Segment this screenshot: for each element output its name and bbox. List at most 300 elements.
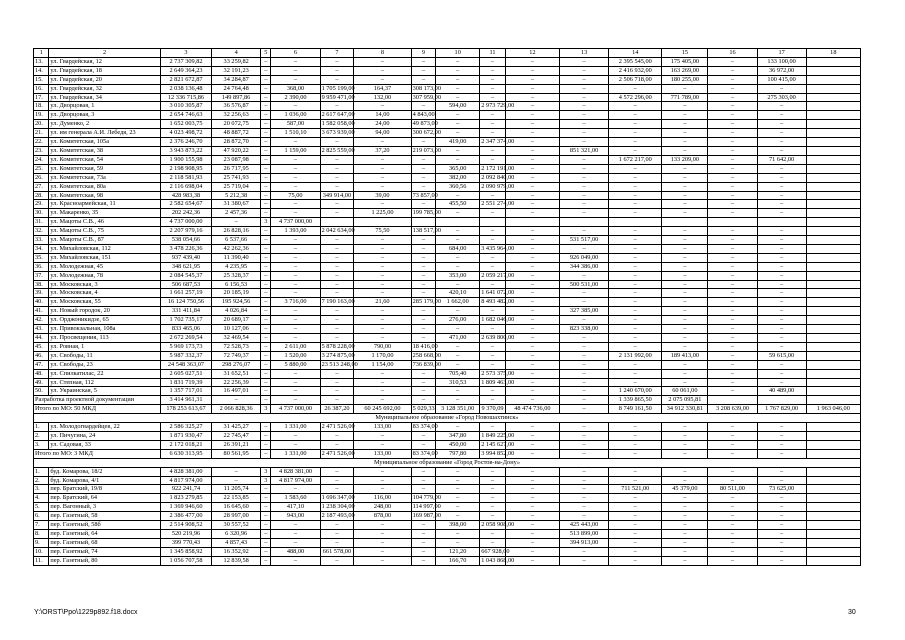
total-row <box>34 405 861 414</box>
table-cell: 16 <box>708 49 757 58</box>
table-cell: Разработка проектной документации <box>34 396 161 405</box>
table-cell: 1 510,10 <box>271 129 320 138</box>
table-cell: 2 617 647,00 <box>321 111 355 119</box>
table-cell: 684,00 <box>436 244 480 253</box>
table-cell: – <box>560 164 609 173</box>
table-cell: – <box>609 467 662 476</box>
table-cell: – <box>411 307 436 316</box>
table-cell: 11 <box>480 49 506 58</box>
table-cell: – <box>411 369 436 378</box>
table-cell: – <box>757 209 806 218</box>
table-cell: 513 899,00 <box>560 529 609 538</box>
table-cell: – <box>505 191 559 200</box>
table-cell: 26 387,20 <box>320 405 354 414</box>
table-row <box>34 529 861 538</box>
table-cell: – <box>560 289 609 298</box>
table-cell: 922 241,74 <box>160 485 211 494</box>
table-cell <box>708 218 757 227</box>
table-cell: – <box>354 236 411 245</box>
table-cell: 133 209,00 <box>662 155 708 164</box>
table-cell: 3 208 639,00 <box>708 405 757 414</box>
table-cell: – <box>436 512 480 521</box>
table-row <box>34 262 861 271</box>
table-cell: – <box>662 360 708 369</box>
table-cell: – <box>320 369 354 378</box>
table-cell: – <box>271 369 320 378</box>
table-cell: – <box>505 271 559 280</box>
table-cell: – <box>708 227 757 236</box>
table-cell: – <box>757 262 806 271</box>
table-cell: – <box>271 521 320 530</box>
table-cell: 1 661 257,19 <box>160 289 211 298</box>
table-cell: – <box>505 75 559 84</box>
table-cell <box>806 369 860 378</box>
table-cell: – <box>662 138 708 147</box>
table-cell: 8 749 161,50 <box>609 405 662 414</box>
table-cell: – <box>662 378 708 387</box>
table-cell: – <box>505 476 559 485</box>
table-cell: ул. Комитетская, 73а <box>49 173 161 182</box>
table-cell: – <box>757 494 806 503</box>
table-cell <box>806 209 860 218</box>
table-cell: – <box>505 173 559 182</box>
table-cell: ул. Московская, 55 <box>49 298 161 307</box>
table-cell: – <box>757 244 806 253</box>
table-cell: – <box>354 334 411 343</box>
table-row <box>34 66 861 75</box>
table-row <box>34 102 861 111</box>
table-cell: 178 253 613,67 <box>160 405 211 414</box>
table-cell: – <box>411 538 436 547</box>
table-cell: – <box>436 93 480 102</box>
table-cell: 32. <box>34 227 49 236</box>
table-cell: – <box>261 556 271 565</box>
table-row <box>34 57 861 66</box>
table-cell: ул. Комитетская, 54 <box>49 155 161 164</box>
table-row <box>34 236 861 245</box>
table-cell: – <box>320 387 354 396</box>
table-row <box>34 369 861 378</box>
table-cell: 12 <box>505 49 559 58</box>
table-cell: 5 029,33 <box>412 405 435 413</box>
table-cell: – <box>261 93 271 102</box>
table-cell: – <box>505 262 559 271</box>
table-cell: 34. <box>34 244 49 253</box>
table-cell: 13. <box>34 57 49 66</box>
table-cell: 45 379,00 <box>662 485 708 494</box>
table-cell: – <box>320 253 354 262</box>
table-cell: ул. Привокзальная, 108а <box>49 325 161 334</box>
table-cell: – <box>708 75 757 84</box>
table-cell: 2 386 477,00 <box>160 512 211 521</box>
table-cell: пер. Газетный, 68 <box>49 538 161 547</box>
table-cell: – <box>505 503 559 512</box>
table-cell: 44. <box>34 334 49 343</box>
table-cell: – <box>708 378 757 387</box>
table-cell: – <box>212 218 261 227</box>
table-cell: 2 198 908,95 <box>160 164 211 173</box>
table-cell: 2 586 325,27 <box>160 423 211 432</box>
table-cell: – <box>480 485 506 494</box>
table-cell: 1. <box>34 467 49 476</box>
table-cell: 2 075 095,81 <box>662 396 708 405</box>
table-cell: – <box>354 75 411 84</box>
total-row <box>34 449 861 458</box>
table-cell: – <box>411 334 436 343</box>
table-cell: 7 <box>320 49 354 58</box>
table-cell <box>806 66 860 75</box>
table-cell: пер. Братский, 19/8 <box>49 485 161 494</box>
table-cell: – <box>662 209 708 218</box>
table-cell: – <box>609 334 662 343</box>
table-cell: 399 770,43 <box>160 538 211 547</box>
table-cell: – <box>271 57 320 66</box>
table-cell: – <box>354 316 411 325</box>
table-cell: 1 682 046,00 <box>481 316 515 324</box>
table-cell: – <box>411 280 436 289</box>
table-cell: – <box>609 547 662 556</box>
table-cell: – <box>261 155 271 164</box>
table-cell: ул. Гвардейская, 32 <box>49 84 161 93</box>
table-cell: 1 831 719,39 <box>160 378 211 387</box>
table-cell: 16 124 750,56 <box>160 298 211 307</box>
table-cell: 166,70 <box>436 556 480 565</box>
table-cell: 42. <box>34 316 49 325</box>
table-cell: 199 785,00 <box>412 209 441 217</box>
table-cell: – <box>505 102 559 111</box>
table-cell: – <box>757 236 806 245</box>
table-cell: 1 159,00 <box>271 146 320 155</box>
table-cell: – <box>662 129 708 138</box>
table-cell: – <box>708 467 757 476</box>
table-cell: – <box>261 449 271 458</box>
table-cell: Муниципальное образование «Город Новошахтинск» <box>34 414 861 423</box>
table-cell: – <box>261 378 271 387</box>
table-cell: – <box>436 351 480 360</box>
table-cell: 3 010 305,87 <box>160 102 211 111</box>
table-cell: ул. Просвещения, 113 <box>49 334 161 343</box>
table-cell: 48 887,72 <box>212 129 261 138</box>
table-cell: 28. <box>34 191 49 200</box>
table-cell: – <box>757 146 806 155</box>
table-cell: – <box>411 182 436 191</box>
table-cell: 21,60 <box>354 298 411 307</box>
table-cell: 1 345 858,92 <box>160 547 211 556</box>
table-cell: 5 969 173,73 <box>160 342 211 351</box>
table-row <box>34 485 861 494</box>
table-cell: 7. <box>34 521 49 530</box>
table-cell: – <box>480 387 506 396</box>
table-cell: – <box>662 512 708 521</box>
table-cell: 797,80 <box>436 449 480 458</box>
table-cell: 83 374,00 <box>412 423 438 431</box>
table-cell <box>806 360 860 369</box>
table-cell: – <box>261 547 271 556</box>
table-cell: – <box>505 360 559 369</box>
table-cell: – <box>354 200 411 209</box>
table-cell: – <box>271 271 320 280</box>
table-cell: 163 269,00 <box>662 66 708 75</box>
table-cell: – <box>411 75 436 84</box>
table-cell: – <box>757 521 806 530</box>
table-cell: 10 <box>436 49 480 58</box>
table-cell: 138 517,00 <box>412 227 441 235</box>
table-cell: – <box>708 280 757 289</box>
table-row <box>34 93 861 102</box>
table-cell: 48. <box>34 369 49 378</box>
table-cell: – <box>609 289 662 298</box>
table-cell: – <box>320 173 354 182</box>
table-cell: 17 <box>757 49 806 58</box>
table-cell: – <box>609 538 662 547</box>
table-cell: 347,80 <box>436 431 480 440</box>
table-cell: 47. <box>34 360 49 369</box>
table-cell: 41. <box>34 307 49 316</box>
table-cell: – <box>271 262 320 271</box>
table-cell: 12 336 715,86 <box>160 93 211 102</box>
table-cell: – <box>480 467 506 476</box>
table-cell: – <box>436 120 480 129</box>
table-cell <box>806 289 860 298</box>
table-cell <box>806 307 860 316</box>
table-cell: – <box>320 271 354 280</box>
table-row <box>34 191 861 200</box>
table-cell: – <box>609 503 662 512</box>
table-cell: – <box>505 378 559 387</box>
table-cell: 121,20 <box>436 547 480 556</box>
table-cell: – <box>609 191 662 200</box>
table-cell: – <box>480 538 506 547</box>
table-cell: – <box>662 440 708 449</box>
table-cell: – <box>609 182 662 191</box>
table-cell: – <box>757 316 806 325</box>
table-cell: – <box>708 236 757 245</box>
table-cell: – <box>480 227 506 236</box>
table-cell: – <box>609 120 662 129</box>
table-cell: – <box>411 253 436 262</box>
table-cell: – <box>505 200 559 209</box>
table-cell: 8 493 482,00 <box>481 298 515 306</box>
table-cell: 1 339 865,50 <box>609 396 662 405</box>
table-cell: 455,50 <box>436 200 480 209</box>
table-cell: – <box>411 66 436 75</box>
table-cell: 3 <box>261 467 271 476</box>
table-cell: 6. <box>34 512 49 521</box>
table-cell: – <box>271 440 320 449</box>
table-cell: 327 385,00 <box>560 307 609 316</box>
table-cell: – <box>609 200 662 209</box>
table-cell: – <box>212 476 261 485</box>
table-cell <box>806 476 860 485</box>
table-row <box>34 316 861 325</box>
table-cell: 10 127,06 <box>212 325 261 334</box>
table-cell: – <box>609 369 662 378</box>
table-cell: – <box>480 342 506 351</box>
table-cell: 24 548 363,07 <box>160 360 211 369</box>
table-cell: 348 621,95 <box>160 262 211 271</box>
table-cell <box>806 351 860 360</box>
table-cell: – <box>271 289 320 298</box>
table-cell: 36 576,87 <box>212 102 261 111</box>
table-cell: – <box>271 387 320 396</box>
table-cell <box>806 155 860 164</box>
table-cell: – <box>757 440 806 449</box>
table-cell: 8 <box>354 49 411 58</box>
table-cell: – <box>271 307 320 316</box>
table-cell: – <box>480 503 506 512</box>
table-body <box>34 49 861 566</box>
table-cell: – <box>505 129 559 138</box>
table-cell: – <box>609 307 662 316</box>
table-cell: – <box>560 485 609 494</box>
table-cell: – <box>560 423 609 432</box>
table-cell: – <box>757 307 806 316</box>
table-cell: 72 749,37 <box>212 351 261 360</box>
table-cell: 2 090 979,00 <box>481 182 515 190</box>
table-cell <box>806 334 860 343</box>
table-cell: – <box>261 325 271 334</box>
table-cell <box>662 218 708 227</box>
table-cell: – <box>261 271 271 280</box>
table-cell: – <box>271 538 320 547</box>
table-cell: – <box>662 503 708 512</box>
data-table <box>33 48 861 566</box>
table-cell: 29. <box>34 200 49 209</box>
table-cell: – <box>271 164 320 173</box>
table-cell: ул. Мацоты С.В., 87 <box>49 236 161 245</box>
table-cell: 926 049,00 <box>560 253 609 262</box>
table-cell: ул. Садовая, 33 <box>49 440 161 449</box>
table-cell: – <box>757 360 806 369</box>
table-cell: 1 331,00 <box>271 423 320 432</box>
table-cell: ул. Красноармейская, 11 <box>49 200 161 209</box>
table-cell: – <box>261 120 271 129</box>
table-cell: – <box>261 66 271 75</box>
table-cell: – <box>480 129 506 138</box>
table-cell: 24. <box>34 155 49 164</box>
table-cell: 46. <box>34 351 49 360</box>
table-cell: – <box>320 396 354 405</box>
table-cell: 538 054,66 <box>160 236 211 245</box>
table-cell: – <box>436 387 480 396</box>
table-cell: 4 023 498,72 <box>160 129 211 138</box>
table-cell: 20 689,17 <box>212 316 261 325</box>
table-cell: – <box>609 236 662 245</box>
table-cell: Муниципальное образование «Город Ростов-на-Дону» <box>34 458 861 467</box>
table-cell <box>806 503 860 512</box>
table-cell: – <box>609 521 662 530</box>
table-cell: пер. Вагонный, 3 <box>49 503 161 512</box>
table-cell: – <box>354 521 411 530</box>
table-cell: 3 673 939,00 <box>321 129 355 137</box>
table-cell: – <box>320 164 354 173</box>
table-cell: – <box>261 512 271 521</box>
table-cell: – <box>354 57 411 66</box>
table-cell: 31 652,51 <box>212 369 261 378</box>
table-cell: – <box>708 521 757 530</box>
table-cell <box>757 218 806 227</box>
table-cell: 2 821 672,87 <box>160 75 211 84</box>
table-cell: – <box>708 547 757 556</box>
table-cell: – <box>708 146 757 155</box>
table-cell: 667 928,00 <box>481 547 510 555</box>
table-cell: – <box>662 111 708 120</box>
table-cell: – <box>662 342 708 351</box>
table-cell: 195 924,56 <box>212 298 261 307</box>
table-cell: 18. <box>34 102 49 111</box>
table-cell: – <box>261 494 271 503</box>
table-cell: 3 994 852,00 <box>481 449 515 457</box>
table-cell <box>806 244 860 253</box>
table-cell: ул. Молодогвардейцев, 22 <box>49 423 161 432</box>
table-cell: – <box>505 138 559 147</box>
table-cell: – <box>505 164 559 173</box>
table-cell: 2 395 545,00 <box>609 57 662 66</box>
table-cell: – <box>436 396 480 405</box>
table-cell: – <box>708 253 757 262</box>
table-cell: 6 <box>271 49 320 58</box>
table-cell: – <box>609 360 662 369</box>
table-cell: – <box>271 556 320 565</box>
table-cell: 5 878 228,00 <box>321 342 355 350</box>
table-cell: – <box>505 351 559 360</box>
table-cell: – <box>411 387 436 396</box>
table-cell: – <box>261 307 271 316</box>
table-cell: – <box>320 485 354 494</box>
table-cell: 2 457,36 <box>212 209 261 218</box>
table-cell: 2 172 018,21 <box>160 440 211 449</box>
table-cell: – <box>261 431 271 440</box>
table-cell: 5. <box>34 503 49 512</box>
table-cell: – <box>708 182 757 191</box>
table-cell <box>806 431 860 440</box>
table-row <box>34 378 861 387</box>
table-cell: – <box>480 75 506 84</box>
page-number: 30 <box>848 609 856 616</box>
table-cell: – <box>708 120 757 129</box>
table-cell: – <box>505 431 559 440</box>
table-cell: – <box>609 173 662 182</box>
table-cell: – <box>261 236 271 245</box>
table-cell: – <box>261 369 271 378</box>
table-cell: 9 959 471,00 <box>321 93 355 101</box>
table-cell: 60 245 692,00 <box>354 405 411 414</box>
table-cell: – <box>662 120 708 129</box>
table-cell: – <box>271 102 320 111</box>
table-cell: 5 880,00 <box>271 360 320 369</box>
table-cell: – <box>708 529 757 538</box>
table-cell: – <box>609 271 662 280</box>
table-row <box>34 467 861 476</box>
table-cell: ул. Гвардейская, 34 <box>49 93 161 102</box>
table-cell: 15. <box>34 75 49 84</box>
table-cell: 40. <box>34 298 49 307</box>
table-cell: 1. <box>34 423 49 432</box>
table-cell: – <box>261 75 271 84</box>
table-cell: – <box>757 538 806 547</box>
table-cell: 94,00 <box>354 129 411 138</box>
table-cell: – <box>609 138 662 147</box>
table-cell: – <box>560 200 609 209</box>
table-cell: 331 411,84 <box>160 307 211 316</box>
table-cell: – <box>662 84 708 93</box>
table-cell: – <box>662 164 708 173</box>
table-row <box>34 200 861 209</box>
table-row <box>34 503 861 512</box>
table-cell: – <box>560 494 609 503</box>
table-cell: – <box>411 289 436 298</box>
table-cell: 6 630 313,95 <box>160 449 211 458</box>
